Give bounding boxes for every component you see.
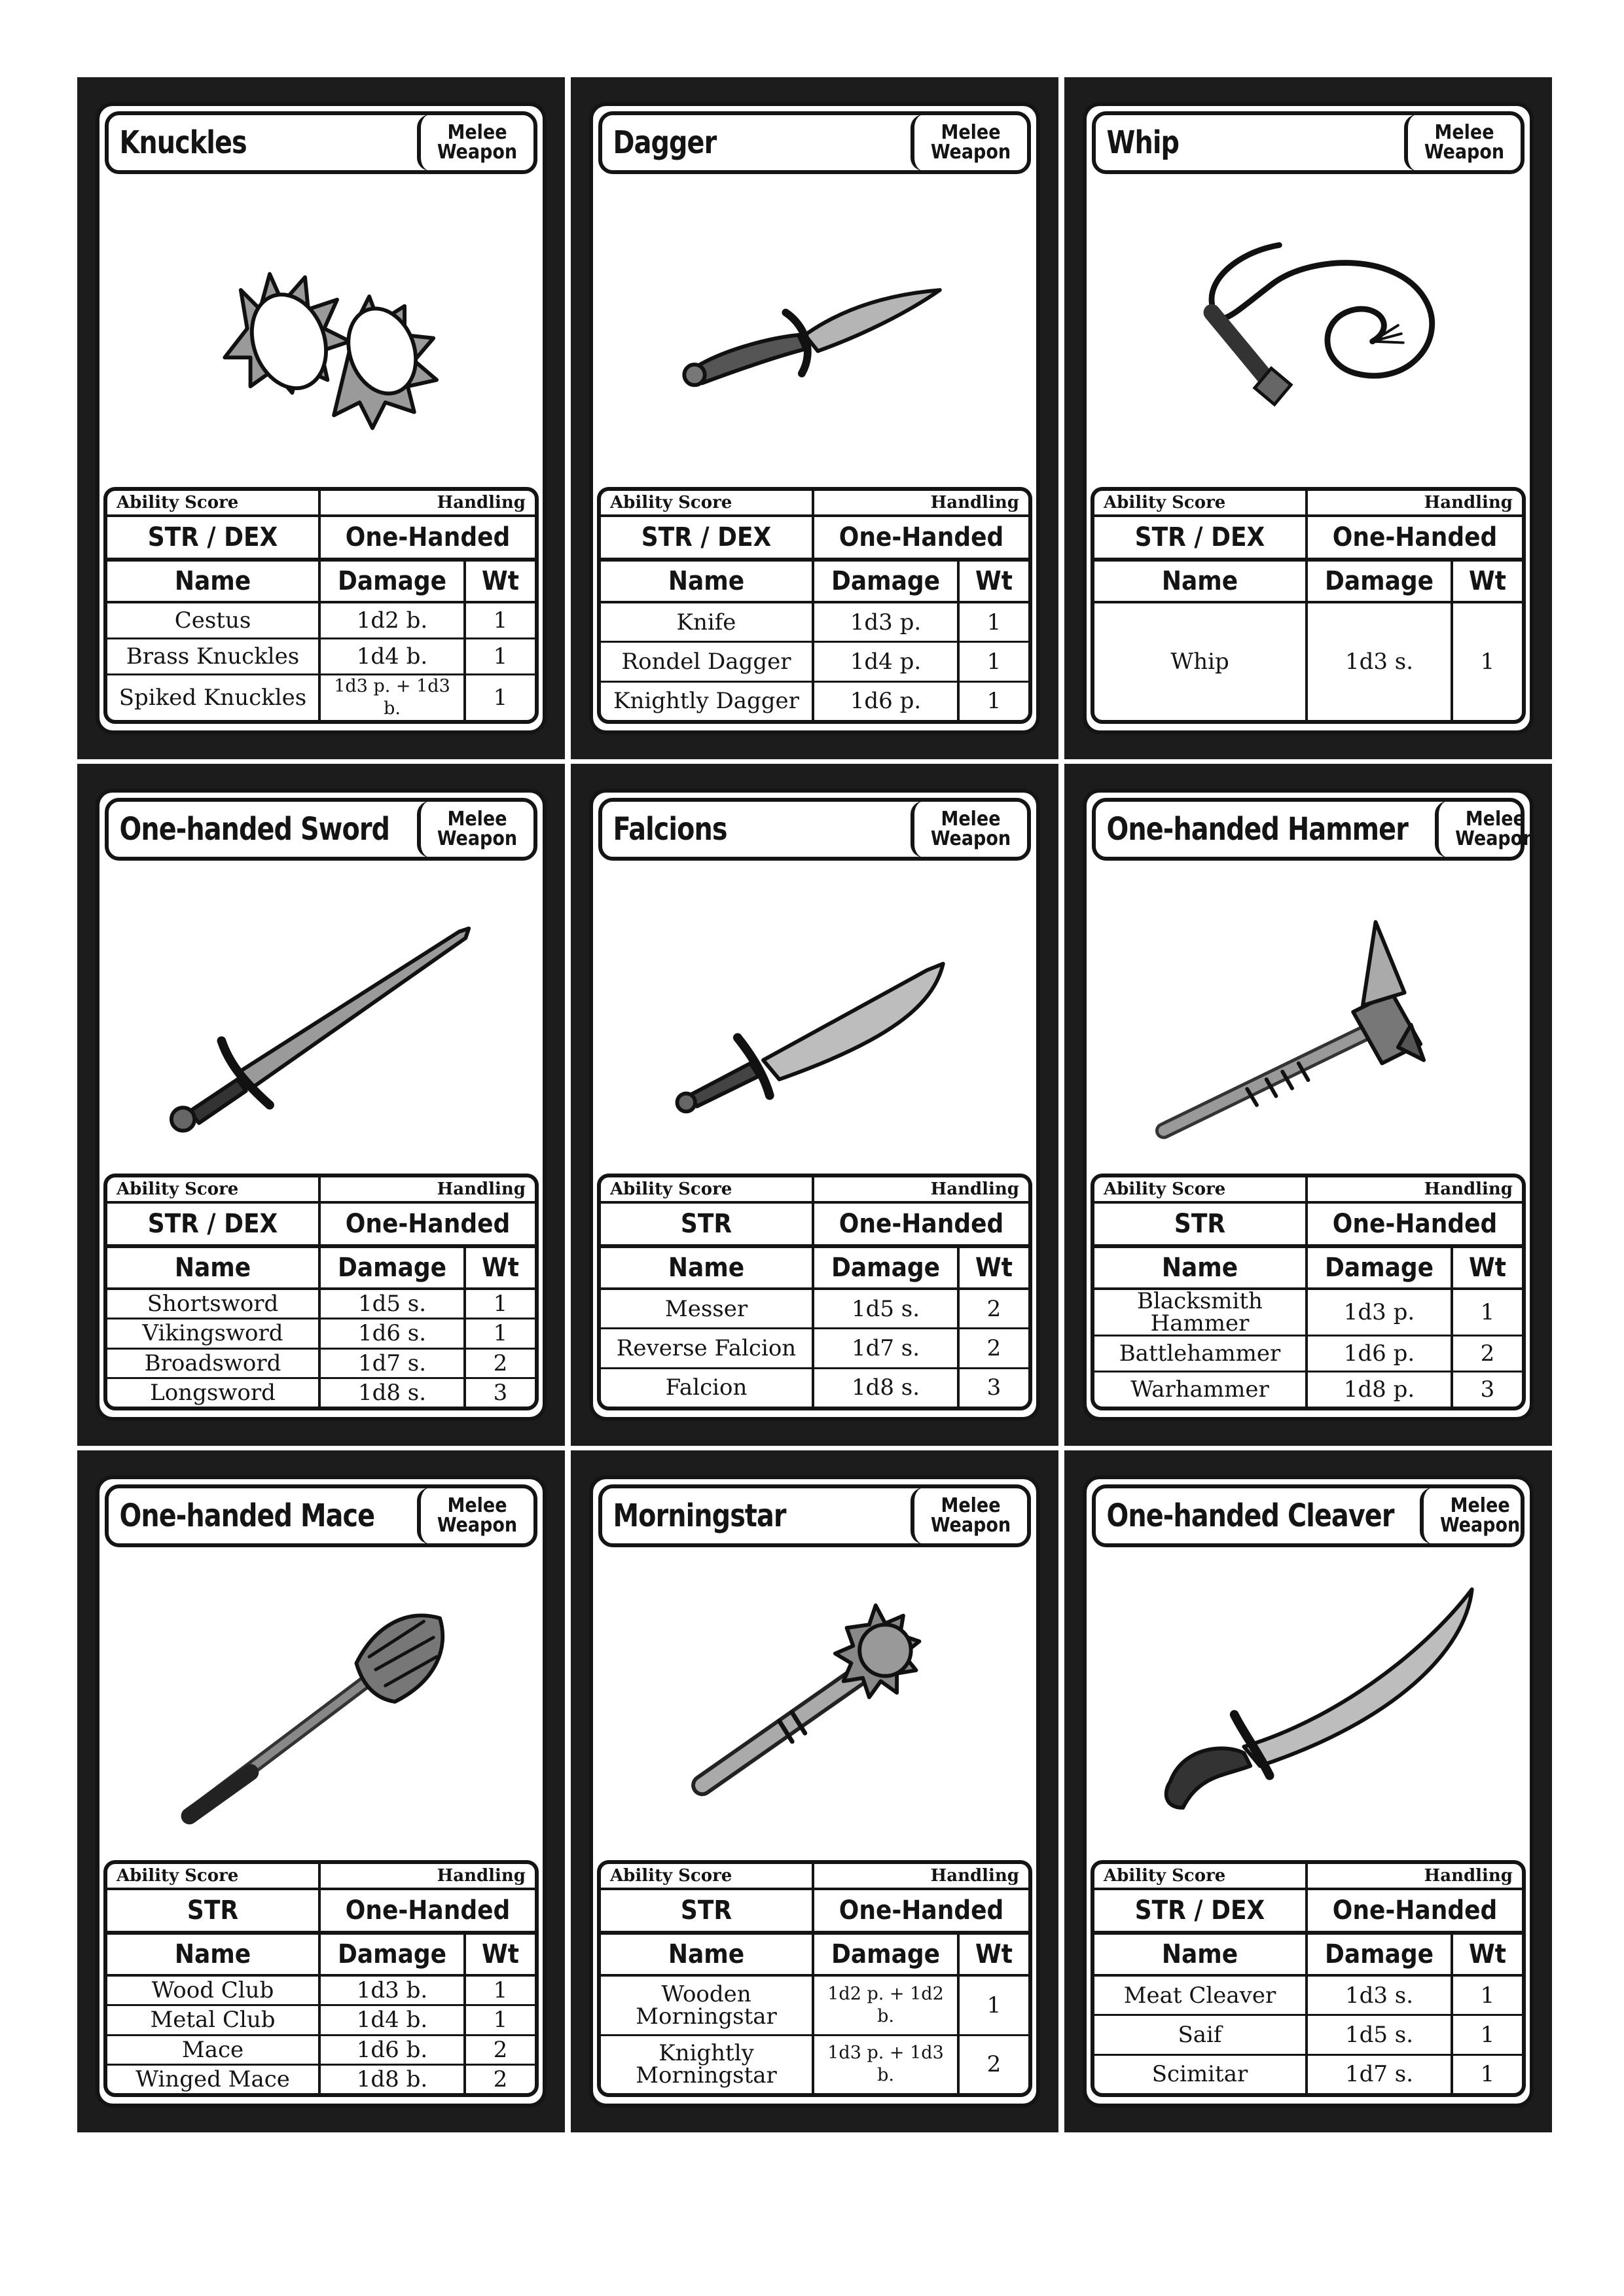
weapon-name: Metal Club (107, 2006, 321, 2034)
weapon-damage: 1d2 b. (321, 603, 466, 637)
ability-score-value: STR / DEX (601, 517, 814, 558)
ability-score-label: Ability Score (107, 1177, 321, 1201)
weapon-damage: 1d5 s. (321, 1290, 466, 1318)
weapon-row (107, 2066, 535, 2093)
sword-icon (99, 865, 543, 1166)
column-headers (107, 562, 535, 603)
col-damage-header: Damage (1308, 1935, 1453, 1974)
weapon-rows (601, 1290, 1028, 1407)
stats-table (103, 487, 539, 724)
card-frame (589, 789, 1040, 1421)
card-sheet (77, 77, 1552, 2132)
card-title-bar (598, 111, 1031, 174)
card-title-bar (1092, 111, 1525, 174)
weapon-weight: 1 (493, 2007, 508, 2034)
weapon-row (107, 2036, 535, 2066)
ability-score-label: Ability Score (1094, 491, 1308, 514)
weapon-damage: 1d3 p. (1308, 1290, 1453, 1335)
col-damage-header: Damage (321, 562, 466, 601)
col-name-header: Name (601, 1248, 814, 1287)
knuckles-icon (99, 178, 543, 479)
ability-score-label: Ability Score (601, 1864, 814, 1888)
card-title: Knuckles (119, 124, 247, 161)
stats-table (597, 1174, 1032, 1410)
ability-score-value: STR / DEX (1094, 517, 1308, 558)
weapon-name: Meat Cleaver (1094, 1977, 1308, 2014)
weapon-weight: 1 (986, 609, 1001, 636)
col-damage-header: Damage (1308, 562, 1453, 601)
handling-label: Handling (437, 1179, 526, 1199)
card-title: One-handed Hammer (1106, 811, 1408, 848)
weapon-weight: 1 (493, 1291, 508, 1318)
weapon-weight: 3 (986, 1374, 1001, 1401)
weapon-name: Brass Knuckles (107, 639, 321, 673)
weapon-row (601, 643, 1028, 682)
weapon-row (107, 1319, 535, 1349)
col-weight-header: Wt (975, 1253, 1013, 1283)
stats-header (1094, 491, 1522, 517)
weapon-row (1094, 1290, 1522, 1336)
ability-score-value: STR (601, 1890, 814, 1931)
card-title-bar (105, 1484, 537, 1547)
card-title: One-handed Mace (119, 1498, 375, 1534)
weapon-weight: 1 (493, 685, 508, 711)
weapon-rows (601, 1977, 1028, 2093)
badge-line-2: Weapon (1424, 141, 1505, 164)
stats-values (1094, 517, 1522, 562)
col-weight-header: Wt (1469, 1253, 1506, 1283)
ability-score-label: Ability Score (107, 1864, 321, 1888)
weapon-name: Knightly Morningstar (601, 2036, 814, 2094)
badge-line-1: Melee (1465, 808, 1525, 831)
weapon-row (1094, 1336, 1522, 1372)
weapon-row (1094, 2056, 1522, 2093)
badge-line-2: Weapon (437, 1514, 518, 1537)
weapon-weight: 2 (493, 2036, 508, 2063)
weapon-type-badge (1435, 801, 1551, 857)
weapon-damage: 1d8 p. (1308, 1372, 1453, 1407)
weapon-illustration (99, 865, 543, 1166)
weapon-name: Longsword (107, 1379, 321, 1407)
weapon-row (107, 1379, 535, 1407)
col-weight-header: Wt (482, 566, 519, 596)
weapon-row (601, 1977, 1028, 2036)
badge-line-1: Melee (1434, 121, 1494, 144)
weapon-row (601, 603, 1028, 643)
weapon-damage: 1d6 p. (814, 683, 960, 720)
weapon-row (1094, 1977, 1522, 2016)
col-damage-header: Damage (321, 1248, 466, 1287)
handling-label: Handling (930, 1179, 1019, 1199)
col-name-header: Name (601, 562, 814, 601)
col-damage-header: Damage (1308, 1248, 1453, 1287)
weapon-name: Broadsword (107, 1350, 321, 1377)
weapon-illustration (99, 178, 543, 479)
weapon-damage: 1d8 s. (321, 1379, 466, 1407)
stats-header (1094, 1177, 1522, 1204)
weapon-type-badge (911, 1488, 1027, 1544)
weapon-card (1064, 1450, 1552, 2132)
weapon-row (601, 1369, 1028, 1407)
card-frame (1083, 1475, 1534, 2108)
col-name-header: Name (601, 1935, 814, 1974)
col-damage-header: Damage (814, 1248, 960, 1287)
card-frame (589, 102, 1040, 734)
stats-header (1094, 1864, 1522, 1890)
weapon-name: Battlehammer (1094, 1336, 1308, 1371)
card-title-bar (1092, 1484, 1525, 1547)
column-headers (1094, 562, 1522, 603)
ability-score-label: Ability Score (1094, 1864, 1308, 1888)
stats-header (107, 1177, 535, 1204)
stats-table (1091, 1860, 1526, 2097)
weapon-weight: 1 (1480, 2061, 1495, 2088)
column-headers (107, 1935, 535, 1977)
weapon-damage: 1d8 s. (814, 1369, 960, 1407)
weapon-name: Scimitar (1094, 2056, 1308, 2093)
handling-value: One-Handed (345, 522, 511, 552)
badge-line-2: Weapon (930, 141, 1011, 164)
weapon-name: Wood Club (107, 1977, 321, 2004)
card-title-bar (105, 111, 537, 174)
badge-line-1: Melee (941, 808, 1001, 831)
col-name-header: Name (107, 1935, 321, 1974)
weapon-weight: 1 (1480, 1982, 1495, 2009)
weapon-type-badge (1420, 1488, 1536, 1544)
card-frame (96, 1475, 547, 2108)
weapon-illustration (1087, 178, 1530, 479)
badge-line-2: Weapon (437, 827, 518, 850)
weapon-name: Winged Mace (107, 2066, 321, 2093)
weapon-name: Spiked Knuckles (107, 675, 321, 720)
weapon-name: Saif (1094, 2016, 1308, 2053)
weapon-damage: 1d3 s. (1308, 1977, 1453, 2014)
weapon-weight: 1 (493, 607, 508, 634)
stats-header (107, 1864, 535, 1890)
col-damage-header: Damage (321, 1935, 466, 1974)
weapon-row (1094, 603, 1522, 720)
weapon-row (107, 1290, 535, 1319)
col-damage-header: Damage (814, 562, 960, 601)
weapon-row (1094, 2016, 1522, 2055)
col-name-header: Name (107, 1248, 321, 1287)
weapon-row (601, 2036, 1028, 2094)
weapon-damage: 1d3 p. + 1d3 b. (814, 2036, 960, 2094)
weapon-damage: 1d4 b. (321, 2006, 466, 2034)
handling-label: Handling (1424, 493, 1513, 512)
weapon-weight: 1 (1480, 1299, 1495, 1325)
weapon-weight: 1 (986, 648, 1001, 675)
stats-header (601, 1864, 1028, 1890)
handling-value: One-Handed (839, 522, 1004, 552)
stats-values (107, 1204, 535, 1248)
weapon-row (601, 683, 1028, 720)
card-frame (1083, 102, 1534, 734)
weapon-name: Rondel Dagger (601, 643, 814, 680)
weapon-weight: 1 (1480, 649, 1495, 675)
col-name-header: Name (107, 562, 321, 601)
card-title: Morningstar (613, 1498, 786, 1534)
weapon-row (107, 675, 535, 720)
weapon-name: Wooden Morningstar (601, 1977, 814, 2034)
weapon-illustration (593, 865, 1036, 1166)
stats-table (1091, 1174, 1526, 1410)
weapon-row (107, 1350, 535, 1379)
ability-score-label: Ability Score (1094, 1177, 1308, 1201)
weapon-card (571, 764, 1058, 1446)
weapon-illustration (1087, 1551, 1530, 1852)
weapon-row (1094, 1372, 1522, 1407)
stats-values (1094, 1204, 1522, 1248)
weapon-damage: 1d4 p. (814, 643, 960, 680)
badge-line-2: Weapon (1455, 827, 1536, 850)
weapon-name: Knife (601, 603, 814, 641)
weapon-damage: 1d7 s. (814, 1329, 960, 1367)
column-headers (601, 1248, 1028, 1290)
col-weight-header: Wt (1469, 566, 1506, 596)
badge-line-2: Weapon (1439, 1514, 1521, 1537)
card-frame (96, 789, 547, 1421)
weapon-card (1064, 77, 1552, 759)
handling-value: One-Handed (345, 1209, 511, 1239)
ability-score-label: Ability Score (601, 1177, 814, 1201)
stats-table (597, 487, 1032, 724)
card-frame (1083, 789, 1534, 1421)
weapon-rows (601, 603, 1028, 720)
stats-header (601, 1177, 1028, 1204)
stats-values (107, 1890, 535, 1935)
weapon-type-badge (1404, 115, 1521, 171)
column-headers (601, 562, 1028, 603)
weapon-card (77, 1450, 565, 2132)
badge-line-1: Melee (941, 1494, 1001, 1517)
handling-label: Handling (1424, 1866, 1513, 1886)
col-damage-header: Damage (814, 1935, 960, 1974)
column-headers (107, 1248, 535, 1290)
weapon-rows (1094, 603, 1522, 720)
stats-table (597, 1860, 1032, 2097)
weapon-type-badge (417, 1488, 533, 1544)
col-weight-header: Wt (482, 1939, 519, 1969)
weapon-weight: 1 (493, 643, 508, 670)
weapon-rows (107, 603, 535, 720)
stats-values (107, 517, 535, 562)
card-title: Falcions (613, 811, 727, 848)
weapon-rows (107, 1290, 535, 1407)
handling-label: Handling (930, 493, 1019, 512)
ability-score-value: STR (1094, 1204, 1308, 1244)
weapon-row (107, 1977, 535, 2006)
card-title: Whip (1106, 124, 1180, 161)
weapon-type-badge (417, 115, 533, 171)
handling-value: One-Handed (345, 1895, 511, 1926)
weapon-damage: 1d3 p. (814, 603, 960, 641)
col-name-header: Name (1094, 562, 1308, 601)
col-weight-header: Wt (1469, 1939, 1506, 1969)
weapon-row (601, 1329, 1028, 1369)
ability-score-label: Ability Score (601, 491, 814, 514)
stats-values (601, 1890, 1028, 1935)
handling-label: Handling (1424, 1179, 1513, 1199)
weapon-row (107, 2006, 535, 2036)
weapon-row (107, 639, 535, 675)
weapon-weight: 1 (986, 688, 1001, 715)
weapon-damage: 1d3 b. (321, 1977, 466, 2004)
card-title-bar (1092, 798, 1536, 861)
weapon-rows (107, 1977, 535, 2093)
weapon-name: Falcion (601, 1369, 814, 1407)
ability-score-label: Ability Score (107, 491, 321, 514)
handling-value: One-Handed (1332, 1895, 1498, 1926)
card-title-bar (598, 1484, 1031, 1547)
weapon-card (77, 77, 565, 759)
card-frame (96, 102, 547, 734)
weapon-name: Shortsword (107, 1290, 321, 1318)
col-name-header: Name (1094, 1935, 1308, 1974)
weapon-name: Knightly Dagger (601, 683, 814, 720)
weapon-damage: 1d7 s. (321, 1350, 466, 1377)
stats-values (1094, 1890, 1522, 1935)
weapon-damage: 1d8 b. (321, 2066, 466, 2093)
handling-label: Handling (437, 1866, 526, 1886)
ability-score-value: STR / DEX (107, 1204, 321, 1244)
weapon-weight: 1 (493, 1977, 508, 2004)
weapon-damage: 1d3 s. (1308, 603, 1453, 720)
weapon-row (107, 603, 535, 639)
weapon-name: Cestus (107, 603, 321, 637)
weapon-name: Vikingsword (107, 1319, 321, 1347)
ability-score-value: STR / DEX (1094, 1890, 1308, 1931)
ability-score-value: STR (601, 1204, 814, 1244)
stats-table (103, 1174, 539, 1410)
column-headers (601, 1935, 1028, 1977)
weapon-damage: 1d6 p. (1308, 1336, 1453, 1371)
card-title: One-handed Sword (119, 811, 390, 848)
badge-line-1: Melee (1450, 1494, 1510, 1517)
weapon-name: Reverse Falcion (601, 1329, 814, 1367)
badge-line-2: Weapon (930, 827, 1011, 850)
weapon-illustration (99, 1551, 543, 1852)
falcion-icon (593, 865, 1036, 1166)
weapon-damage: 1d3 p. + 1d3 b. (321, 675, 466, 720)
weapon-weight: 1 (1480, 2021, 1495, 2048)
weapon-weight: 2 (986, 2051, 1001, 2078)
badge-line-1: Melee (447, 1494, 507, 1517)
weapon-damage: 1d7 s. (1308, 2056, 1453, 2093)
weapon-damage: 1d5 s. (1308, 2016, 1453, 2053)
stats-header (601, 491, 1028, 517)
weapon-illustration (1087, 865, 1530, 1166)
card-grid (77, 77, 1552, 2132)
weapon-weight: 3 (493, 1379, 508, 1406)
weapon-type-badge (911, 115, 1027, 171)
card-title-bar (598, 798, 1031, 861)
weapon-name: Whip (1094, 603, 1308, 720)
stats-header (107, 491, 535, 517)
morningstar-icon (593, 1551, 1036, 1852)
weapon-card (571, 77, 1058, 759)
ability-score-value: STR (107, 1890, 321, 1931)
weapon-card (77, 764, 565, 1446)
weapon-illustration (593, 178, 1036, 479)
weapon-weight: 2 (986, 1335, 1001, 1361)
stats-values (601, 517, 1028, 562)
weapon-weight: 1 (986, 1992, 1001, 2018)
weapon-weight: 2 (1480, 1340, 1495, 1367)
col-weight-header: Wt (975, 566, 1013, 596)
ability-score-value: STR / DEX (107, 517, 321, 558)
handling-label: Handling (930, 1866, 1019, 1886)
weapon-card (571, 1450, 1058, 2132)
weapon-rows (1094, 1977, 1522, 2093)
card-title: One-handed Cleaver (1106, 1498, 1394, 1534)
weapon-name: Blacksmith Hammer (1094, 1290, 1308, 1335)
stats-table (1091, 487, 1526, 724)
weapon-name: Mace (107, 2036, 321, 2064)
weapon-damage: 1d6 b. (321, 2036, 466, 2064)
badge-line-1: Melee (447, 808, 507, 831)
weapon-damage: 1d4 b. (321, 639, 466, 673)
badge-line-1: Melee (941, 121, 1001, 144)
weapon-type-badge (911, 801, 1027, 857)
dagger-icon (593, 178, 1036, 479)
column-headers (1094, 1248, 1522, 1290)
weapon-name: Messer (601, 1290, 814, 1327)
handling-value: One-Handed (839, 1895, 1004, 1926)
column-headers (1094, 1935, 1522, 1977)
weapon-damage: 1d2 p. + 1d2 b. (814, 1977, 960, 2034)
handling-value: One-Handed (1332, 1209, 1498, 1239)
col-weight-header: Wt (482, 1253, 519, 1283)
weapon-weight: 2 (493, 1350, 508, 1376)
whip-icon (1087, 178, 1530, 479)
weapon-weight: 2 (986, 1295, 1001, 1322)
badge-line-1: Melee (447, 121, 507, 144)
mace-icon (99, 1551, 543, 1852)
handling-value: One-Handed (839, 1209, 1004, 1239)
card-frame (589, 1475, 1040, 2108)
card-title: Dagger (613, 124, 717, 161)
cleaver-icon (1087, 1551, 1530, 1852)
weapon-damage: 1d5 s. (814, 1290, 960, 1327)
weapon-damage: 1d6 s. (321, 1319, 466, 1347)
card-title-bar (105, 798, 537, 861)
stats-values (601, 1204, 1028, 1248)
weapon-weight: 2 (493, 2066, 508, 2092)
weapon-rows (1094, 1290, 1522, 1407)
handling-label: Handling (437, 493, 526, 512)
col-weight-header: Wt (975, 1939, 1013, 1969)
weapon-card (1064, 764, 1552, 1446)
weapon-row (601, 1290, 1028, 1329)
badge-line-2: Weapon (437, 141, 518, 164)
weapon-type-badge (417, 801, 533, 857)
weapon-illustration (593, 1551, 1036, 1852)
hammer-icon (1087, 865, 1530, 1166)
col-name-header: Name (1094, 1248, 1308, 1287)
stats-table (103, 1860, 539, 2097)
badge-line-2: Weapon (930, 1514, 1011, 1537)
weapon-weight: 1 (493, 1320, 508, 1347)
weapon-weight: 3 (1480, 1376, 1495, 1403)
weapon-name: Warhammer (1094, 1372, 1308, 1407)
handling-value: One-Handed (1332, 522, 1498, 552)
